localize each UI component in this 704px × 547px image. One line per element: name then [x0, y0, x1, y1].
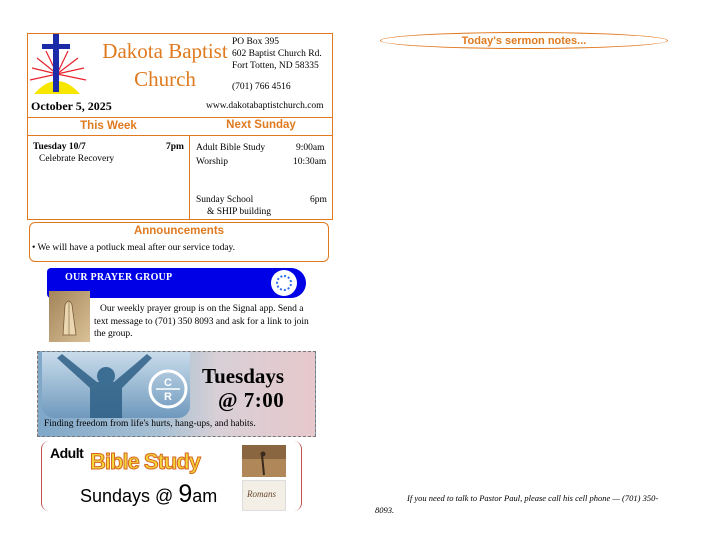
- prayer-group-title: OUR PRAYER GROUP: [65, 272, 173, 283]
- announcements-box: [29, 222, 329, 262]
- church-address: [232, 36, 322, 72]
- address-line: PO Box 395: [232, 37, 279, 47]
- cr-caption: Finding freedom from life's hurts, hang-ups, and habits.: [44, 419, 256, 429]
- abs-when-hour: 9: [178, 480, 193, 508]
- address-line: Fort Totten, ND 58335: [232, 61, 319, 71]
- prayer-group-text: [94, 303, 319, 341]
- celebrate-recovery-banner: [37, 351, 316, 437]
- divider: [28, 135, 332, 136]
- cr-logo-icon: [148, 369, 188, 409]
- svg-text:R: R: [164, 391, 172, 403]
- this-week-time: 7pm: [166, 142, 184, 152]
- next-sunday-time: 10:30am: [293, 157, 327, 167]
- svg-text:C: C: [164, 377, 172, 389]
- sermon-notes-banner: [380, 32, 668, 49]
- praying-hands-icon: [49, 291, 90, 342]
- bullet-icon: •: [32, 243, 36, 253]
- this-week-event: Celebrate Recovery: [39, 154, 115, 164]
- pastor-note-text: If you need to talk to Pastor Paul, please call his cell phone — (701) 350-8093.: [375, 493, 659, 515]
- next-sunday-event: Worship: [196, 157, 228, 167]
- abs-word-bible-study: Bible Study: [90, 449, 201, 474]
- announcements-heading: Announcements: [133, 225, 225, 237]
- pastor-contact-note: [375, 492, 665, 516]
- bulletin-date: October 5, 2025: [31, 99, 112, 113]
- church-phone: (701) 766 4516: [232, 82, 291, 92]
- next-sunday-event: Adult Bible Study: [196, 143, 266, 153]
- this-week-heading: This Week: [80, 120, 137, 132]
- cr-day: Tuesdays: [202, 364, 285, 388]
- abs-word-adult: Adult: [50, 445, 84, 461]
- book-cover-photo: [242, 445, 286, 477]
- address-line: 602 Baptist Church Rd.: [232, 49, 322, 59]
- next-sunday-subnote: & SHIP building: [207, 207, 272, 217]
- announcement-text: We will have a potluck meal after our service today.: [37, 243, 236, 253]
- book-title: Romans: [247, 489, 276, 499]
- church-name: Dakota Baptist Church: [102, 39, 228, 91]
- next-sunday-event: Sunday School: [196, 195, 254, 205]
- abs-when-prefix: Sundays @: [80, 486, 179, 506]
- header-box: [27, 33, 333, 118]
- prayer-group-description: Our weekly prayer group is on the Signal app. Send a text message to (701) 350 8093 and ask for a link to join the group.: [94, 304, 309, 339]
- next-sunday-time: 9:00am: [296, 143, 325, 153]
- abs-when-suffix: am: [192, 486, 218, 506]
- signal-app-icon: [271, 270, 297, 296]
- sermon-notes-title: Today's sermon notes...: [461, 35, 587, 47]
- cross-logo-icon: [28, 34, 88, 96]
- announcement-item: [32, 243, 235, 253]
- book-cover-romans: [242, 480, 286, 511]
- next-sunday-time: 6pm: [310, 195, 327, 205]
- church-website[interactable]: www.dakotabaptistchurch.com: [206, 101, 324, 111]
- schedule-box: [27, 117, 333, 220]
- cr-time: @ 7:00: [218, 388, 285, 412]
- next-sunday-heading: Next Sunday: [226, 119, 296, 131]
- signal-ring: [276, 275, 292, 291]
- adult-bible-study-box: [41, 441, 302, 511]
- this-week-day: Tuesday 10/7: [33, 142, 86, 152]
- divider: [189, 136, 190, 220]
- abs-schedule: [80, 480, 217, 509]
